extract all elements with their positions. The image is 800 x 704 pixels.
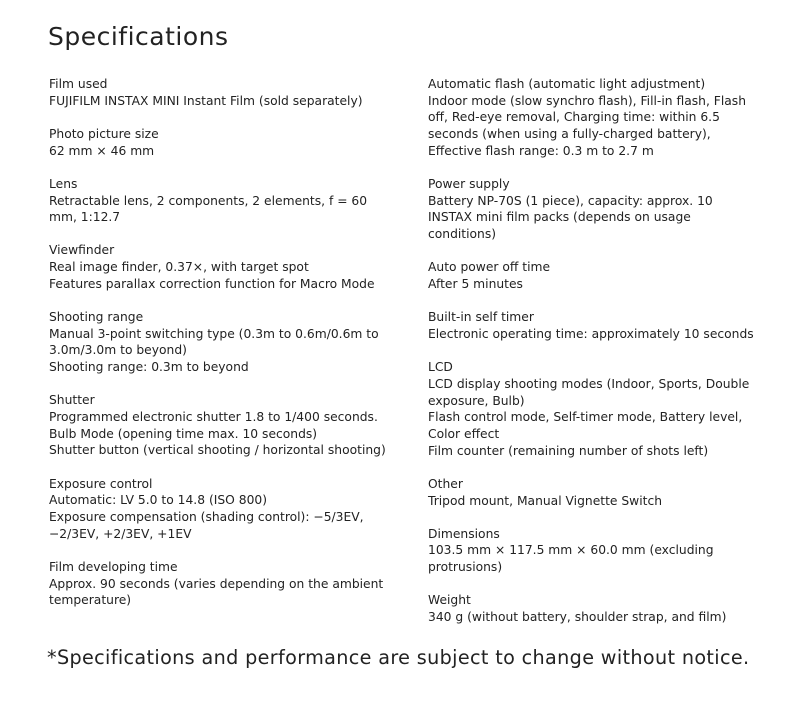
spec-section-shooting-range [49,309,389,376]
spec-value: Features parallax correction function for Macro Mode [49,276,375,291]
spec-section-other [428,476,758,509]
spec-value: Shutter button (vertical shooting / horizontal shooting) [49,443,386,458]
spec-value: Tripod mount, Manual Vignette Switch [428,493,663,508]
spec-section-auto-power-off-time [428,259,758,292]
spec-heading: Weight [428,593,471,608]
spec-value: Electronic operating time: approximately 10 seconds [428,326,754,341]
spec-value: 62 mm × 46 mm [49,143,155,158]
spec-section-power-supply [428,176,758,243]
spec-value: Battery NP-70S (1 piece), capacity: approx. 10 INSTAX mini film packs (depends on usage conditions) [428,193,713,242]
spec-section-shutter [49,392,389,459]
spec-heading: Viewfinder [49,243,115,258]
spec-section-viewfinder [49,242,389,292]
spec-value: Manual 3-point switching type (0.3m to 0.6m/0.6m to 3.0m/3.0m to beyond) [49,326,379,358]
spec-section-lcd [428,359,758,459]
spec-value: Flash control mode, Self-timer mode, Battery level, Color effect [428,410,743,441]
spec-heading: Lens [49,176,78,191]
spec-heading: Auto power off time [428,260,551,275]
specs-right-column [428,76,758,642]
spec-section-photo-picture-size [49,126,389,159]
spec-section-automatic-flash-automatic-light-adjustment [428,76,758,160]
spec-heading: Film developing time [49,559,178,574]
spec-heading: Built-in self timer [428,310,534,325]
spec-value: Exposure compensation (shading control): −5/3EV, −2/3EV, +2/3EV, +1EV [49,510,364,541]
spec-value: Real image finder, 0.37×, with target spot [49,260,309,275]
spec-section-weight [428,592,758,625]
spec-section-built-in-self-timer [428,309,758,342]
spec-value: Automatic: LV 5.0 to 14.8 (ISO 800) [49,493,268,508]
page-title: Specifications [48,22,229,51]
spec-value: 103.5 mm × 117.5 mm × 60.0 mm (excluding protrusions) [428,543,714,575]
spec-value: Shooting range: 0.3m to beyond [49,360,249,375]
spec-value: Indoor mode (slow synchro flash), Fill-in flash, Flash off, Red-eye removal, Charging time: within 6.5 seconds (when using a fully-charged battery), Effective flash range: 0.3 m to 2.7 m [428,93,746,158]
spec-heading: Shutter [49,393,95,408]
spec-heading: Other [428,476,463,491]
spec-section-film-developing-time [49,559,389,609]
spec-heading: Exposure control [49,476,153,491]
spec-heading: Automatic flash (automatic light adjustment) [428,77,706,91]
spec-value: FUJIFILM INSTAX MINI Instant Film (sold separately) [49,93,363,108]
spec-heading: Power supply [428,177,510,192]
spec-section-dimensions [428,526,758,576]
spec-value: Bulb Mode (opening time max. 10 seconds) [49,426,318,441]
spec-heading: LCD [428,360,453,375]
spec-heading: Film used [49,77,108,91]
spec-section-film-used [49,76,389,109]
spec-heading: Shooting range [49,310,144,325]
spec-value: Approx. 90 seconds (varies depending on the ambient temperature) [49,576,384,608]
spec-heading: Photo picture size [49,126,159,141]
spec-value: 340 g (without battery, shoulder strap, and film) [428,610,727,625]
spec-heading: Dimensions [428,526,500,541]
specs-left-column [49,76,389,626]
spec-value: Retractable lens, 2 components, 2 elements, f = 60 mm, 1:12.7 [49,193,368,225]
spec-section-lens [49,176,389,226]
spec-value: LCD display shooting modes (Indoor, Sports, Double exposure, Bulb) [428,376,750,408]
spec-value: Programmed electronic shutter 1.8 to 1/400 seconds. [49,410,378,425]
footnote: *Specifications and performance are subject to change without notice. [47,646,750,669]
spec-section-exposure-control [49,476,389,543]
spec-value: Film counter (remaining number of shots left) [428,443,709,458]
spec-value: After 5 minutes [428,277,523,292]
